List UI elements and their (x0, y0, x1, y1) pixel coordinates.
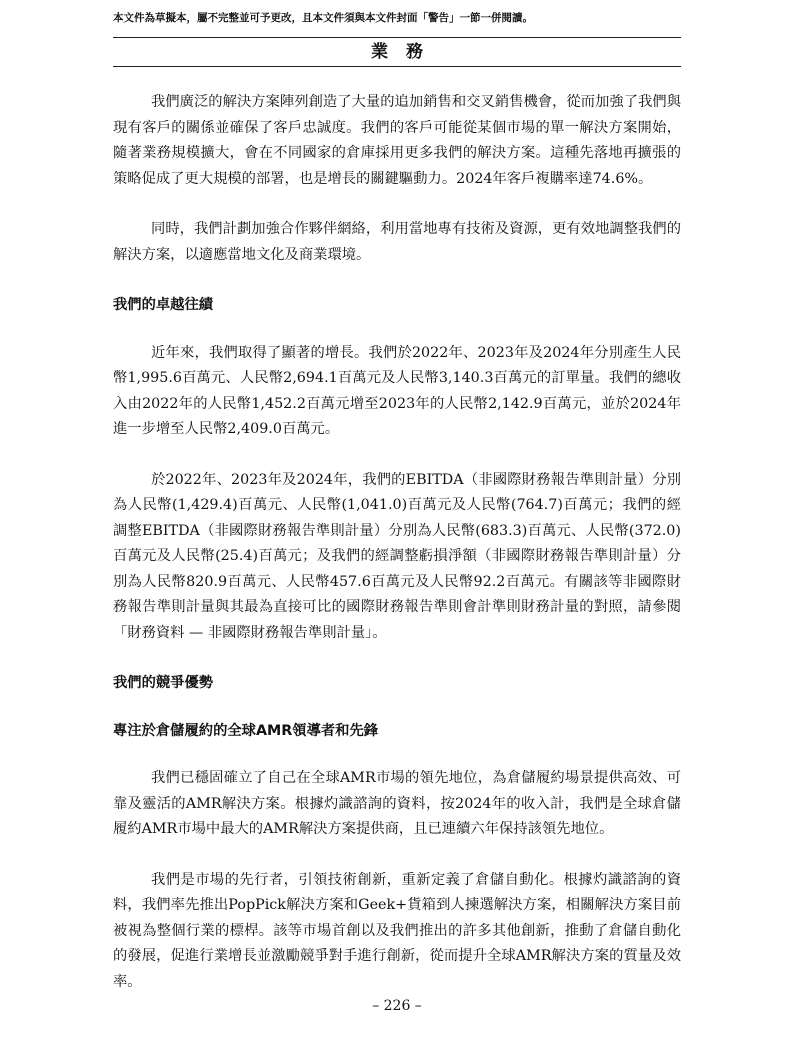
paragraph-market-leadership: 我們已穩固確立了自己在全球AMR市場的領先地位，為倉儲履約場景提供高效、可靠及靈活的AMR解決方案。根據灼識諮詢的資料，按2024年的收入計，我們是全球倉儲履約AMR市場中最大的AMR解決方案提供商，且已連續六年保持該領先地位。 (113, 770, 681, 837)
heading-competitive-strengths: 我們的競爭優勢 (113, 675, 214, 691)
paragraph-ebitda: 於2022年、2023年及2024年，我們的EBITDA（非國際財務報告準則計量）分別為人民幣(1,429.4)百萬元、人民幣(1,041.0)百萬元及人民幣(764.7)百萬元；我們的經調整EBITDA（非國際財務報告準則計量）分別為人民幣(683.3)百萬元、人民幣(372.0)百萬元及人民幣(25.4)百萬元；及我們的經調整虧損淨額（非國際財務報告準則計量）分別為人民幣820.9百萬元、人民幣457.6百萬元及人民幣92.2百萬元。有關該等非國際財務報告準則計量與其最為直接可比的國際財務報告準則會計準則財務計量的對照，請參閱「財務資料 — 非國際財務報告準則計量」。 (113, 471, 681, 641)
paragraph-cross-selling: 我們廣泛的解決方案陣列創造了大量的追加銷售和交叉銷售機會，從而加強了我們與現有客戶的關係並確保了客戶忠誠度。我們的客戶可能從某個市場的單一解決方案開始，隨著業務規模擴大，會在不同國家的倉庫採用更多我們的解決方案。這種先落地再擴張的策略促成了更大規模的部署，也是增長的關鍵驅動力。2024年客戶複購率達74.6%。 (113, 94, 681, 187)
document-body (113, 90, 681, 995)
draft-disclaimer: 本文件為草擬本，屬不完整並可予更改，且本文件須與本文件封面「警告」一節一併閱讀。 (113, 12, 533, 24)
page-number: – 226 – (372, 998, 422, 1014)
page-title: 業務 (371, 42, 441, 62)
heading-amr-leader: 專注於倉儲履約的全球AMR領導者和先鋒 (113, 722, 379, 739)
paragraph-partner-network: 同時，我們計劃加強合作夥伴網絡，利用當地專有技術及資源，更有效地調整我們的解決方案，以適應當地文化及商業環境。 (113, 221, 681, 263)
heading-track-record: 我們的卓越往績 (113, 297, 214, 313)
paragraph-innovation: 我們是市場的先行者，引領技術創新，重新定義了倉儲自動化。根據灼識諮詢的資料，我們率先推出PopPick解決方案和Geek+貨箱到人揀選解決方案，相關解決方案目前被視為整個行業的標桿。該等市場首創以及我們推出的許多其他創新，推動了倉儲自動化的發展，促進行業增長並激勵競爭對手進行創新，從而提升全球AMR解決方案的質量及效率。 (113, 871, 681, 990)
paragraph-growth: 近年來，我們取得了顯著的增長。我們於2022年、2023年及2024年分別產生人民幣1,995.6百萬元、人民幣2,694.1百萬元及人民幣3,140.3百萬元的訂單量。我們的總收入由2022年的人民幣1,452.2百萬元增至2023年的人民幣2,142.9百萬元，並於2024年進一步增至人民幣2,409.0百萬元。 (113, 344, 681, 437)
header-top-rule (113, 37, 681, 38)
header-bottom-rule (113, 66, 681, 67)
